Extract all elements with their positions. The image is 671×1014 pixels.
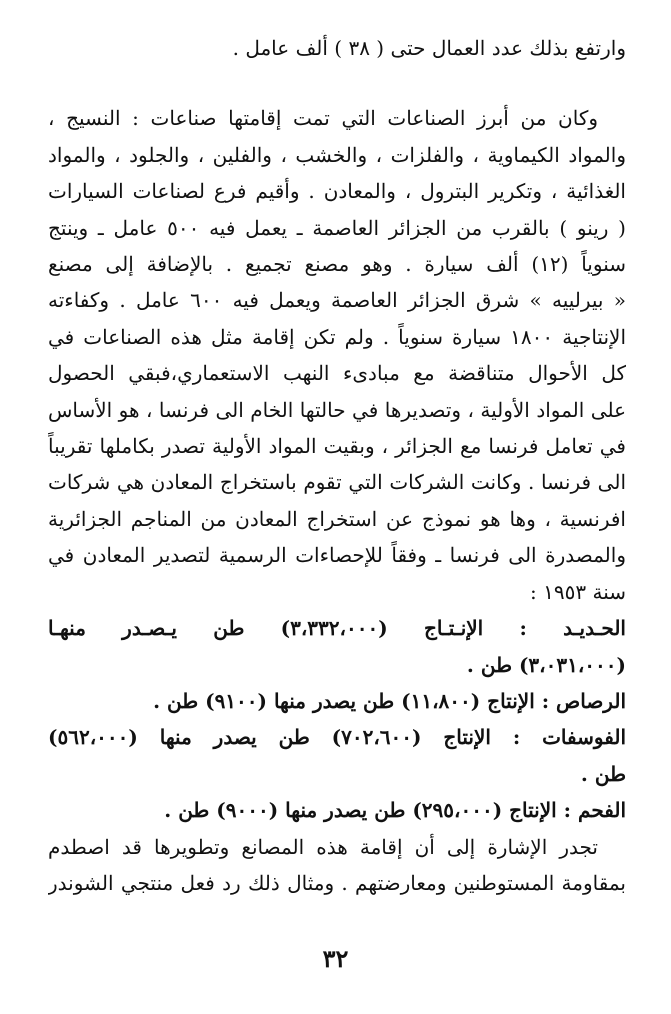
paragraph-industries — [48, 100, 626, 610]
text-line: بمقاومة المستوطنين ومعارضتهم . ومثال ذلك رد فعل منتجي الشوندر — [48, 870, 626, 895]
text-line: ( رينو ) بالقرب من الجزائر العاصمة ـ يعمل فيه ٥٠٠ عامل ـ وينتج — [48, 215, 626, 240]
statistic-line: الفوسفات : الإنتاج (٧٠٢،٦٠٠) طن يصدر منها (٥٦٢،٠٠٠) — [48, 725, 626, 750]
statistic-line: الحـديـد : الإنـتـاج (٣،٣٣٢،٠٠٠) طن يـصـدر منهـا — [48, 616, 626, 641]
text-line: الإنتاجية ١٨٠٠ سيارة سنوياً . ولم تكن إقامة مثل هذه الصناعات في — [48, 324, 626, 349]
statistics-list — [48, 610, 626, 828]
text-line: والمواد الكيماوية ، والفلزات ، والخشب ، والفلين ، والجلود ، والمواد — [48, 142, 626, 167]
statistic-phosphate — [48, 719, 626, 792]
paragraph-opening — [48, 30, 626, 66]
text-line: وارتفع بذلك عدد العمال حتى ( ٣٨ ) ألف عامل . — [232, 36, 626, 60]
statistic-line: الرصاص : الإنتاج (١١،٨٠٠) طن يصدر منها (٩١٠٠) طن . — [153, 688, 626, 713]
page-number: ٣٢ — [322, 944, 349, 973]
text-line: وكان من أبرز الصناعات التي تمت إقامتها صناعات : النسيج ، — [48, 106, 598, 131]
text-line: الى فرنسا . وكانت الشركات التي تقوم باستخراج المعادن هي شركات — [48, 470, 626, 495]
text-line: تجدر الإشارة إلى أن إقامة هذه المصانع وتطويرها قد اصطدم — [48, 834, 598, 859]
paragraph-spacer — [48, 66, 626, 100]
statistic-line: (٣،٠٣١،٠٠٠) طن . — [466, 652, 626, 677]
text-line: في تعامل فرنسا مع الجزائر ، وبقيت المواد الأولية تصدر بكاملها تقريباً — [48, 434, 626, 459]
text-line: « بيرلييه » شرق الجزائر العاصمة ويعمل فيه ٦٠٠ عامل . وكفاءته — [48, 288, 626, 313]
paragraph-resistance — [48, 829, 626, 902]
text-line: كل الأحوال متناقضة مع مبادىء النهب الاستعماري،فبقي الحصول — [48, 361, 626, 386]
text-line: سنة ١٩٥٣ : — [530, 579, 626, 604]
statistic-line: طن . — [580, 761, 626, 786]
text-line: على المواد الأولية ، وتصديرها في حالتها الخام الى فرنسا ، هو الأساس — [48, 397, 626, 422]
page-body — [48, 30, 626, 901]
text-line: والمصدرة الى فرنسا ـ وفقاً للإحصاءات الرسمية لتصدير المعادن في — [48, 543, 626, 568]
text-line: افرنسية ، وها هو نموذج عن استخراج المعادن من المناجم الجزائرية — [48, 506, 626, 531]
text-line: الغذائية ، وتكرير البترول ، والمعادن . وأقيم فرع لصناعات السيارات — [48, 179, 626, 204]
statistic-line: الفحم : الإنتاج (٢٩٥،٠٠٠) طن يصدر منها (٩٠٠٠) طن . — [164, 798, 626, 823]
statistic-lead — [48, 683, 626, 719]
statistic-coal — [48, 792, 626, 828]
text-line: سنوياً (١٢) ألف سيارة . وهو مصنع تجميع . بالإضافة إلى مصنع — [48, 252, 626, 277]
statistic-iron — [48, 610, 626, 683]
